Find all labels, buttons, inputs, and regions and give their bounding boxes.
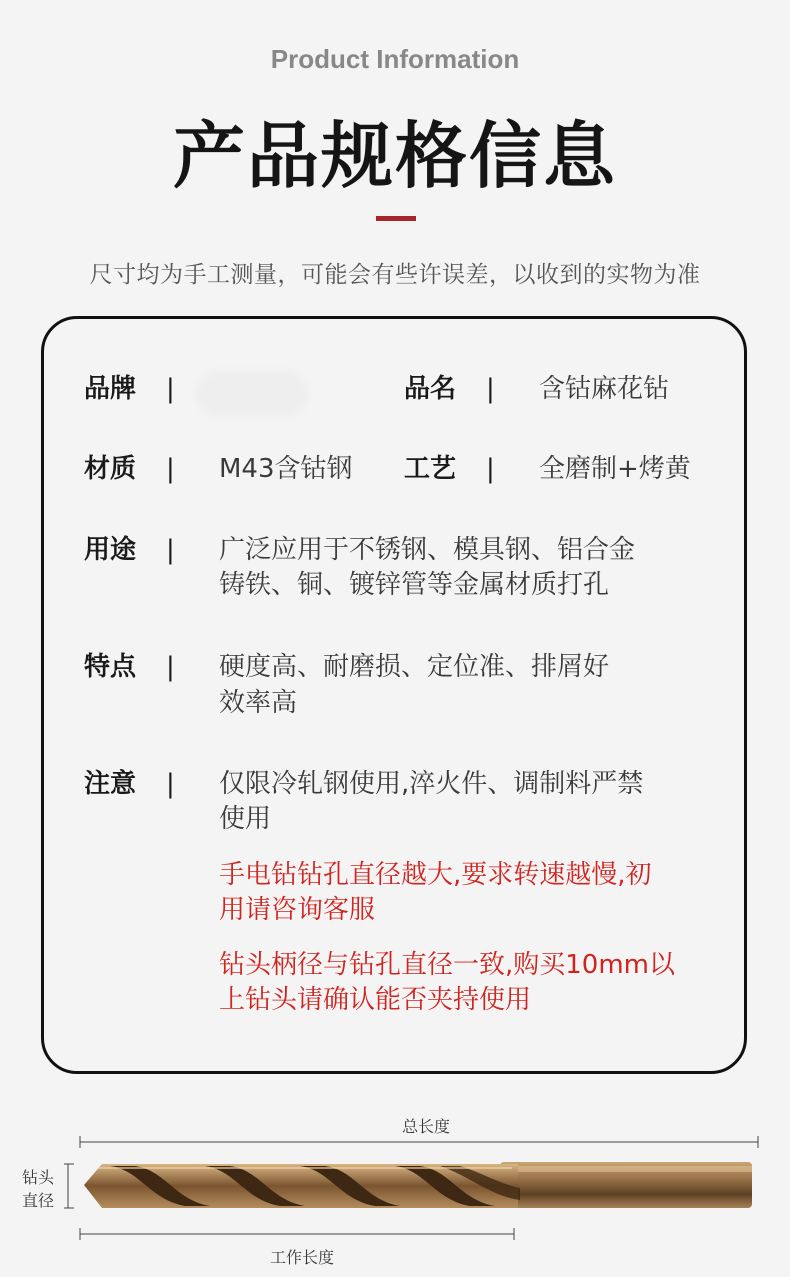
separator: | [166, 652, 175, 682]
working-length-label: 工作长度 [270, 1248, 335, 1267]
brand-label: 品牌 [84, 374, 137, 404]
usage-value-line2: 铸铁、铜、镀锌管等金属材质打孔 [219, 570, 610, 600]
warning-shank-diameter-line2: 上钻头请确认能否夹持使用 [219, 985, 532, 1015]
warning-drill-speed-line1: 手电钻钻孔直径越大,要求转速越慢,初 [219, 860, 652, 890]
diameter-label-line1: 钻头 [22, 1168, 55, 1187]
process-value: 全磨制+烤黄 [539, 454, 691, 484]
separator: | [166, 769, 175, 799]
material-value: M43含钴钢 [219, 454, 353, 484]
diameter-label-line2: 直径 [22, 1191, 55, 1210]
brand-logo-blurred [196, 371, 308, 417]
drill-bit-illustration [0, 1100, 790, 1273]
material-label: 材质 [84, 454, 137, 484]
warning-drill-speed-line2: 用请咨询客服 [219, 895, 376, 925]
subtitle-english: Product Information [270, 44, 520, 74]
separator: | [166, 535, 175, 565]
separator: | [166, 454, 175, 484]
notice-value-line2: 使用 [219, 804, 272, 834]
feature-label: 特点 [84, 652, 137, 682]
product-name-value: 含钴麻花钻 [539, 374, 670, 404]
feature-value-line2: 效率高 [219, 688, 298, 718]
total-length-label: 总长度 [402, 1117, 451, 1136]
warning-shank-diameter-line1: 钻头柄径与钻孔直径一致,购买10mm以 [219, 950, 676, 980]
usage-value-line1: 广泛应用于不锈钢、模具钢、铝合金 [219, 535, 636, 565]
title-divider [376, 216, 416, 221]
separator: | [486, 374, 495, 404]
notice-value-line1: 仅限冷轧钢使用,淬火件、调制料严禁 [219, 769, 644, 799]
usage-label: 用途 [84, 535, 137, 565]
page-title: 产品规格信息 [172, 114, 617, 198]
separator: | [486, 454, 495, 484]
drill-bit-diagram [0, 1100, 790, 1273]
notice-label: 注意 [84, 769, 137, 799]
process-label: 工艺 [404, 454, 457, 484]
feature-value-line1: 硬度高、耐磨损、定位准、排屑好 [219, 652, 610, 682]
separator: | [166, 374, 175, 404]
product-name-label: 品名 [404, 374, 457, 404]
measurement-disclaimer: 尺寸均为手工测量，可能会有些许误差，以收到的实物为准 [89, 262, 701, 288]
